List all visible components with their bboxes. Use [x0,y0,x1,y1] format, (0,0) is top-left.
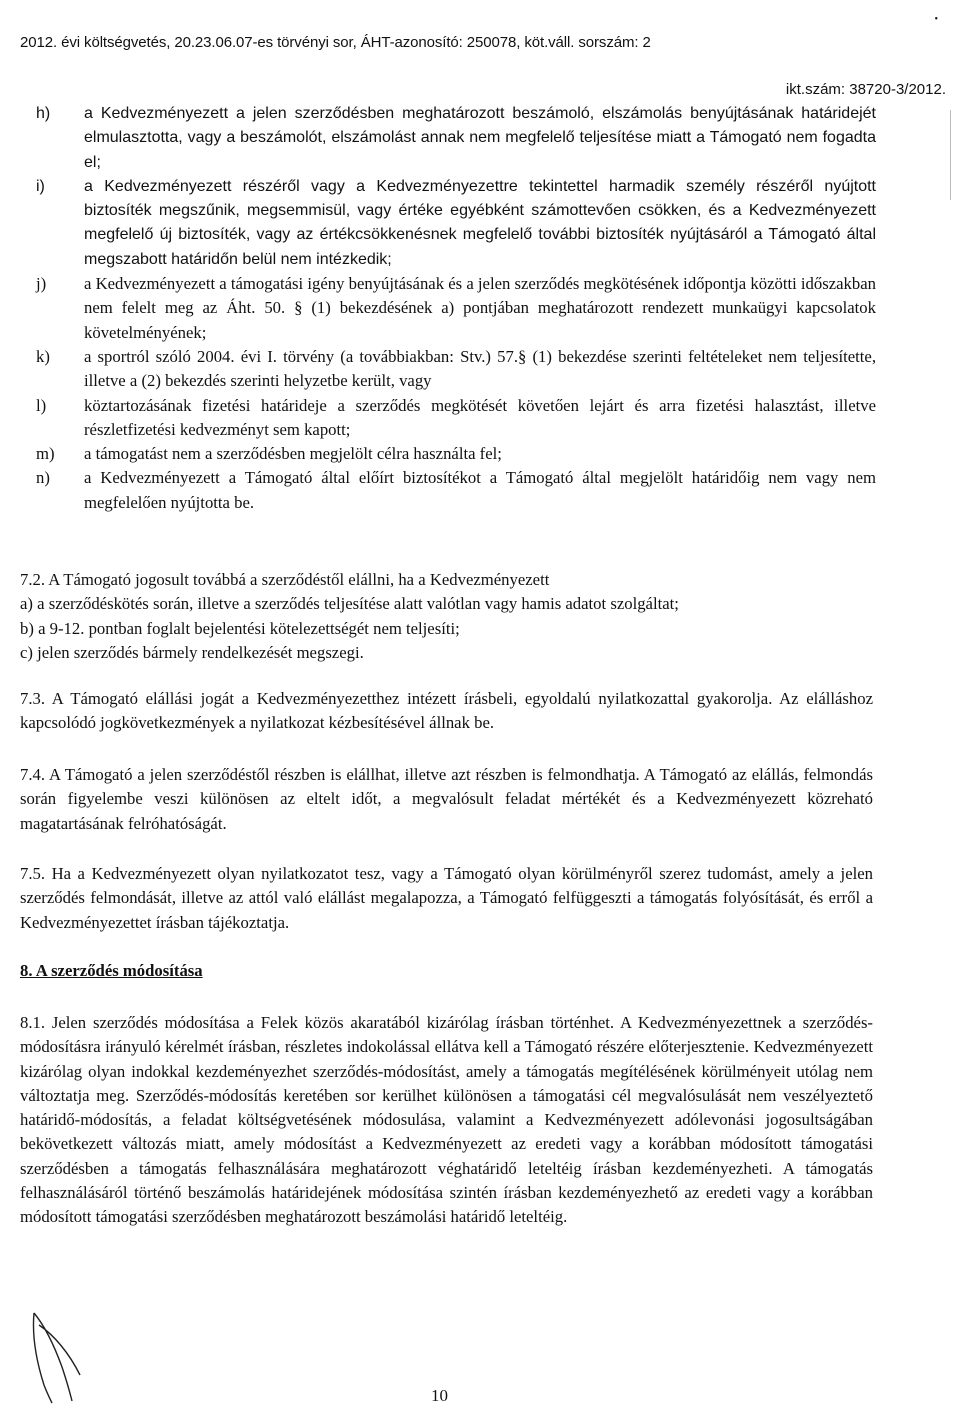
paragraph-7-2 [20,568,873,665]
list-text: a Kedvezményezett a Támogató által előírt biztosítékot a Támogató által megjelölt határidőig nem vagy nem megfelelően nyújtotta be. [84,468,876,512]
paragraph-8-1 [20,1011,873,1230]
paragraph-7-5 [20,862,873,935]
paragraph-7-5-text: 7.5. Ha a Kedvezményezett olyan nyilatkozatot tesz, vagy a Támogató olyan körülményről szerez tudomást, amely a jelen szerződés felmondását, illetve az attól való elállást megalapozza, a Támogató felfüggeszti a támogatás folyósítását, és erről a Kedvezményezettet írásban tájékoztatja. [20,864,873,932]
paragraph-7-3 [20,687,873,736]
handwritten-initials-signature [14,1305,104,1405]
margin-mark [950,110,951,200]
list-label: h) [36,105,51,122]
document-header: 2012. évi költségvetés, 20.23.06.07-es törvényi sor, ÁHT-azonosító: 250078, köt.váll. sorszám: 2 [20,34,651,51]
paragraph-7-2-intro: 7.2. A Támogató jogosult továbbá a szerződéstől elállni, ha a Kedvezményezett [20,570,550,589]
list-item-l [36,394,876,443]
list-text: a támogatást nem a szerződésben megjelölt célra használta fel; [84,444,502,464]
paragraph-7-2-item-c: c) jelen szerződés bármely rendelkezését megszegi. [20,642,364,662]
list-label: l) [36,395,47,415]
list-label: j) [36,274,47,294]
paragraph-7-2-item-b: b) a 9-12. pontban foglalt bejelentési kötelezettségét nem teljesíti; [20,618,460,638]
list-label: m) [36,444,55,464]
paragraph-8-1-text: 8.1. Jelen szerződés módosítása a Felek közös akaratából kizárólag írásban történhet. A Kedvezményezettnek a szerződés-módosításra irányuló kérelmét írásban, részletes indokolással ellátva kell a Támogató részére előterjesztenie. Kedvezményezett kizárólag olyan indokkal kezdeményezhet szerződés-módosítást, amely a támogatás megítélésének körülményeit utólag nem változtatja meg. Szerződés-módosítás keretében sor kerülhet különösen a támogatási cél megvalósulását nem veszélyeztető határidő-módosítás, a feladat költségvetésének módosulása, valamint a Kedvezményezett adólevonási jogosultságában bekövetkezett változás miatt, amely módosítást a Kedvezményezett az eredeti vagy a korábban módosított támogatási szerződésben a támogatás felhasználására meghatározott véghatáridő leteltéig írásban kezdeményezheti. A támogatás felhasználásáról történő beszámolás határidejének módosítása szintén írásban kezdeményezhető az eredeti vagy a korábban módosított támogatási szerződésben meghatározott beszámolási határidő leteltéig. [20,1013,873,1227]
page-number: 10 [431,1386,448,1405]
list-text: köztartozásának fizetési határideje a szerződés megkötését követően lejárt és arra fizetési halasztást, illetve részletfizetési kedvezményt sem kapott; [84,395,876,439]
paragraph-7-4 [20,763,873,836]
list-item-k [36,345,876,394]
margin-dot: • [934,14,938,25]
list-item-n [36,466,876,515]
list-text: a Kedvezményezett a jelen szerződésben meghatározott beszámoló, elszámolás benyújtásának határidejét elmulasztotta, vagy a beszámolót, elszámolást annak nem megfelelő teljesítése miatt a Támogató nem fogadta el; [84,105,876,171]
section-8-title: 8. A szerződés módosítása [20,961,203,980]
list-text: a Kedvezményezett a támogatási igény benyújtásának és a jelen szerződés megkötésének időpontja közötti időszakban nem felelt meg az Áht. 50. § (1) bekezdésének a) pontjában meghatározott rendezett munkaügyi kapcsolatok követelményének; [84,274,876,342]
list-item-j [36,272,876,345]
termination-conditions-list [36,102,876,515]
reference-number: ikt.szám: 38720-3/2012. [785,81,946,98]
list-item-i [36,175,876,272]
list-label: n) [36,468,50,488]
list-text: a sportról szóló 2004. évi I. törvény (a továbbiakban: Stv.) 57.§ (1) bekezdése szerinti feltételeket nem teljesítette, illetve a (2) bekezdés szerinti helyzetbe került, vagy [84,346,876,391]
list-label: k) [36,346,50,366]
list-text: a Kedvezményezett részéről vagy a Kedvezményezettre tekintettel harmadik személy részéről nyújtott biztosíték megszűnik, megsemmisül, vagy értéke egyébként számottevően csökken, és a Kedvezményezett megfelelő új biztosíték, vagy az értékcsökkenésnek megfelelő további biztosíték nyújtásáról a Támogató által megszabott határidőn belül nem intézkedik; [84,177,876,268]
list-item-h [36,102,876,175]
paragraph-7-4-text: 7.4. A Támogató a jelen szerződéstől részben is elállhat, illetve azt részben is felmondhatja. A Támogató az elállás, felmondás során figyelembe veszi különösen az eltelt időt, a megvalósult feladat mértékét és a Kedvezményezett közreható magatartásának felróhatóságát. [20,765,873,833]
paragraph-7-3-text: 7.3. A Támogató elállási jogát a Kedvezményezetthez intézett írásbeli, egyoldalú nyilatkozattal gyakorolja. Az elálláshoz kapcsolódó jogkövetkezmények a nyilatkozat kézbesítésével állnak be. [20,689,873,733]
list-label: i) [36,177,45,195]
paragraph-7-2-item-a: a) a szerződéskötés során, illetve a szerződés teljesítése alatt valótlan vagy hamis adatot szolgáltat; [20,594,679,614]
list-item-m [36,442,876,466]
